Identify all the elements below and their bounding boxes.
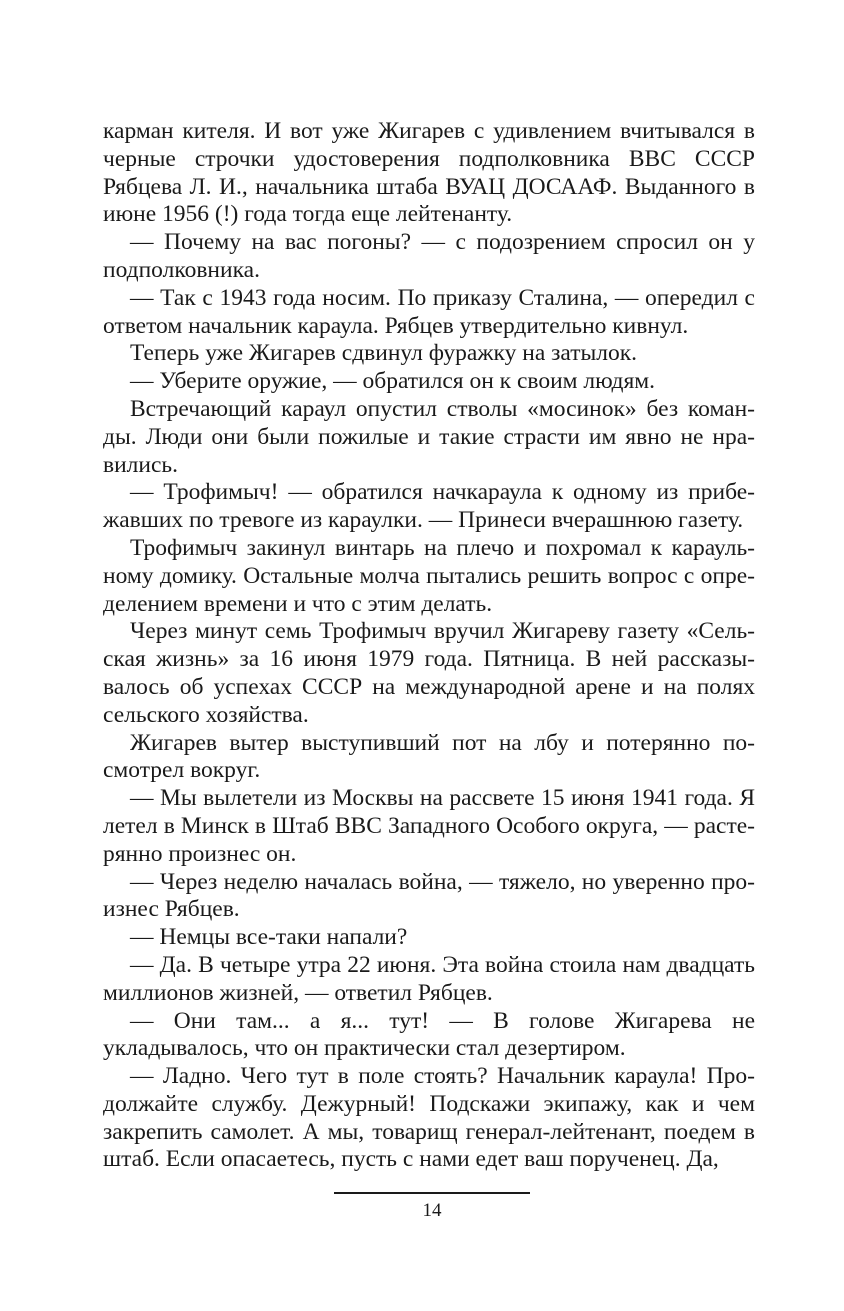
paragraph: Жигарев вытер выступивший пот на лбу и потерянно посмотрел вокруг. <box>103 729 755 784</box>
footer-rule <box>334 1192 530 1194</box>
paragraph: — Трофимыч! — обратился начкараула к одному из прибежавших по тревоге из караулки. — Принеси вчерашнюю газету. <box>103 479 755 534</box>
page-number: 14 <box>422 1200 442 1221</box>
paragraph: Трофимыч закинул винтарь на плечо и похромал к караульному домику. Остальные молча пытались решить вопрос с определением времени и что с этим делать. <box>103 534 755 617</box>
paragraph: — Немцы все-таки напали? <box>130 924 408 951</box>
paragraph: — Так с 1943 года носим. По приказу Сталина, — опередил с ответом начальник караула. Рябцев утвердительно кивнул. <box>103 284 755 339</box>
paragraph: — Ладно. Чего тут в поле стоять? Начальник караула! Продолжайте службу. Дежурный! Подскажи экипажу, как и чем закрепить самолет. А мы, товарищ генерал-лейтенант, поедем в штаб. Если опасаетесь, пусть с нами едет ваш порученец. Да, <box>103 1063 755 1173</box>
paragraph: — Они там... а я... тут! — В голове Жигарева не укладывалось, что он практически стал дезертиром. <box>103 1007 755 1062</box>
page-body <box>103 118 755 1174</box>
paragraph: Через минут семь Трофимыч вручил Жигареву газету «Сельская жизнь» за 16 июня 1979 года. Пятница. В ней рассказывалось об успехах СССР на международной арене и на полях сельского хозяйства. <box>103 618 755 728</box>
paragraph: — Через неделю началась война, — тяжело, но уверенно произнес Рябцев. <box>103 868 755 923</box>
paragraph: — Почему на вас погоны? — с подозрением спросил он у подполковника. <box>103 229 755 283</box>
paragraph: — Мы вылетели из Москвы на рассвете 15 июня 1941 года. Я летел в Минск в Штаб ВВС Западного Особого округа, — растерянно произнес он. <box>103 785 755 867</box>
paragraph: — Да. В четыре утра 22 июня. Эта война стоила нам двадцать миллионов жизней, — ответил Рябцев. <box>103 951 755 1006</box>
paragraph: — Уберите оружие, — обратился он к своим людям. <box>130 368 656 395</box>
paragraph: Теперь уже Жигарев сдвинул фуражку на затылок. <box>130 340 638 367</box>
paragraph: Встречающий караул опустил стволы «мосинок» без команды. Люди они были пожилые и такие страсти им явно не нравились. <box>103 395 755 478</box>
paragraph: карман кителя. И вот уже Жигарев с удивлением вчитывался в черные строчки удостоверения подполковника ВВС СССР Рябцева Л. И., начальника штаба ВУАЦ ДОСААФ. Выданного в июне 1956 (!) года тогда еще лейтенанту. <box>103 118 755 228</box>
